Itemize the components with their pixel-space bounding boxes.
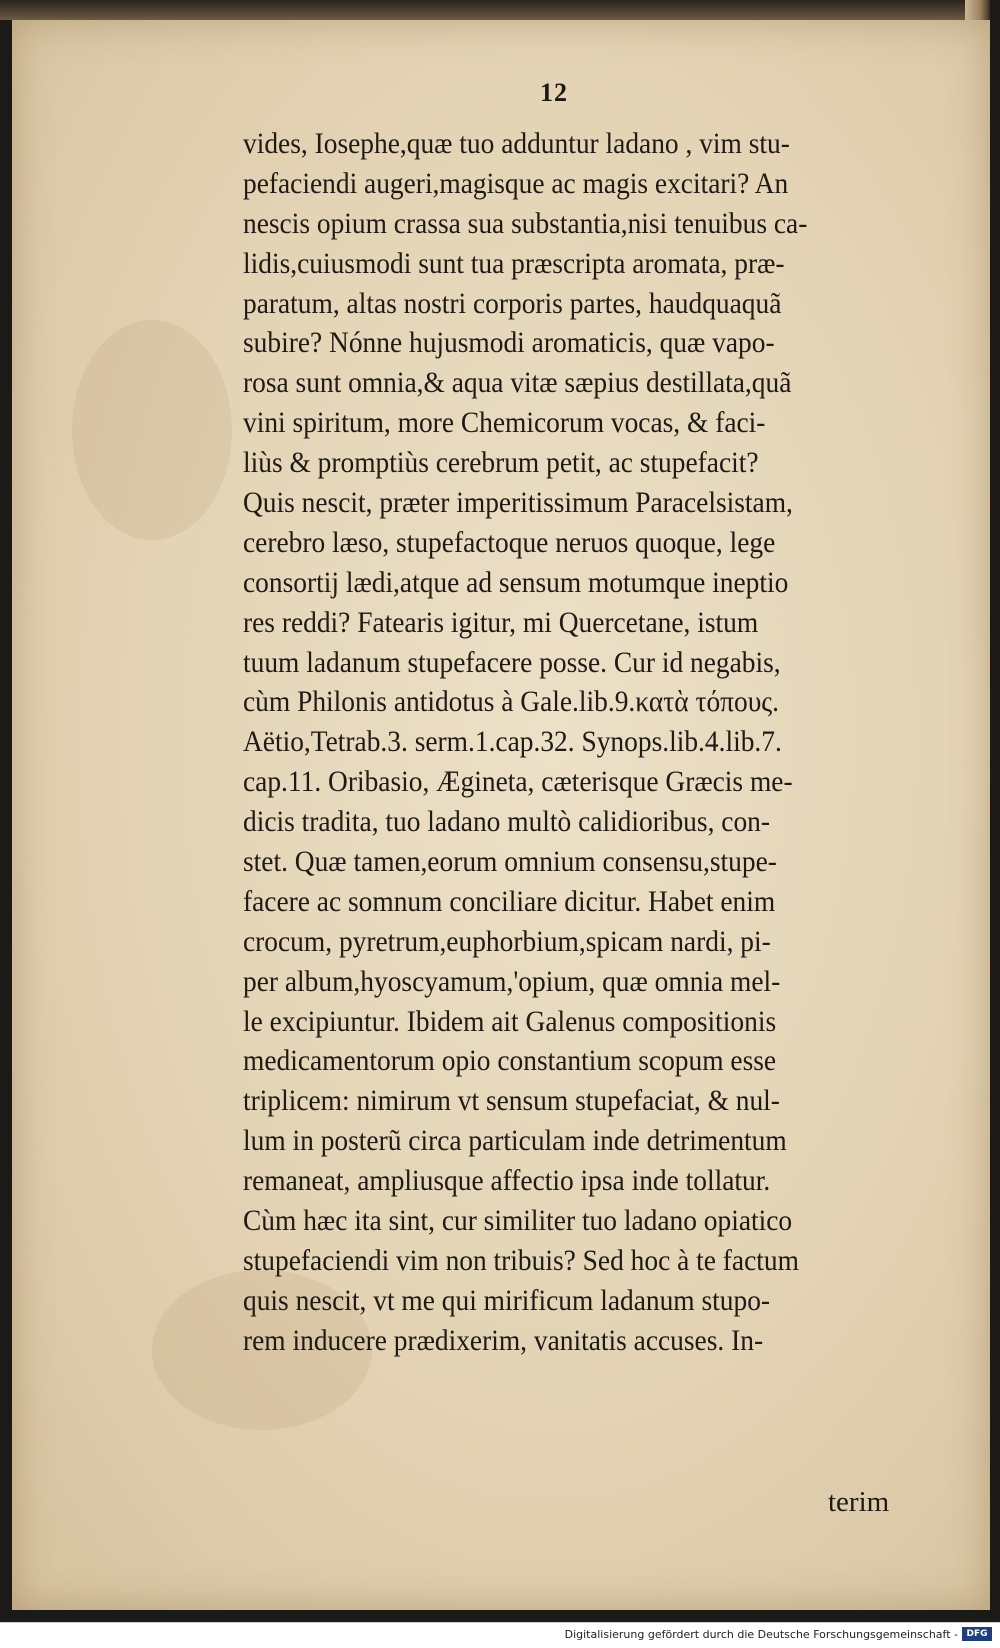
text-line: crocum, pyretrum,euphorbium,spicam nardi, pi- xyxy=(243,925,771,958)
text-line: paratum, altas nostri corporis partes, haudquaquã xyxy=(243,287,782,320)
text-line: subire? Nónne hujusmodi aromaticis, quæ vapo- xyxy=(243,327,775,360)
text-line: stet. Quæ tamen,eorum omnium consensu,stupe- xyxy=(243,846,777,879)
text-line: vides, Iosephe,quæ tuo adduntur ladano , vim stu- xyxy=(243,128,790,160)
body-text xyxy=(243,125,953,1362)
text-line: rosa sunt omnia,& aqua vitæ sæpius destillata,quã xyxy=(243,367,792,400)
funding-credit: Digitalisierung gefördert durch die Deutsche Forschungsgemeinschaft - xyxy=(564,1628,958,1641)
text-line: stupefaciendi vim non tribuis? Sed hoc à te factum xyxy=(243,1244,799,1277)
text-line: per album,hyoscyamum,'opium, quæ omnia mel- xyxy=(243,965,781,998)
text-line: lidis,cuiusmodi sunt tua præscripta aromata, præ- xyxy=(243,247,785,280)
page-top-edge xyxy=(0,0,990,20)
page-number: 12 xyxy=(540,78,568,107)
text-line: remaneat, ampliusque affectio ipsa inde tollatur. xyxy=(243,1165,771,1198)
text-line: cerebro læso, stupefactoque neruos quoque, lege xyxy=(243,526,776,559)
text-line: vini spiritum, more Chemicorum vocas, & faci- xyxy=(243,407,766,440)
paper-stain xyxy=(72,320,232,540)
text-line: cap.11. Oribasio, Ægineta, cæterisque Græcis me- xyxy=(243,766,793,799)
text-line: Quis nescit, præter imperitissimum Paracelsistam, xyxy=(243,487,793,520)
catchword: terim xyxy=(828,1486,890,1518)
text-line: nescis opium crassa sua substantia,nisi tenuibus ca- xyxy=(243,207,808,240)
dfg-logo: DFG xyxy=(962,1627,992,1641)
text-line: rem inducere prædixerim, vanitatis accuses. In- xyxy=(243,1324,764,1357)
text-line: quis nescit, vt me qui mirificum ladanum stupo- xyxy=(243,1284,771,1317)
text-line: pefaciendi augeri,magisque ac magis excitari? An xyxy=(243,167,789,200)
text-line: Aëtio,Tetrab.3. serm.1.cap.32. Synops.lib.4.lib.7. xyxy=(243,726,782,759)
text-line: cùm Philonis antidotus à Gale.lib.9.κατὰ τόπους. xyxy=(243,686,780,719)
text-line: liùs & promptiùs cerebrum petit, ac stupefacit? xyxy=(243,447,759,480)
text-line: tuum ladanum stupefacere posse. Cur id negabis, xyxy=(243,646,781,679)
text-line: res reddi? Fatearis igitur, mi Quercetane, istum xyxy=(243,606,759,639)
text-line: consortij lædi,atque ad sensum motumque ineptio xyxy=(243,566,789,599)
text-line: le excipiuntur. Ibidem ait Galenus compositionis xyxy=(243,1005,777,1038)
text-line: Cùm hæc ita sint, cur similiter tuo ladano opiatico xyxy=(243,1205,793,1238)
text-line: triplicem: nimirum vt sensum stupefaciat, & nul- xyxy=(243,1085,780,1118)
text-line: dicis tradita, tuo ladano multò calidioribus, con- xyxy=(243,806,771,839)
text-line: lum in posterũ circa particulam inde detrimentum xyxy=(243,1125,787,1158)
text-line: facere ac somnum conciliare dicitur. Habet enim xyxy=(243,885,776,918)
footer-bar xyxy=(0,1622,1000,1648)
text-line: medicamentorum opio constantium scopum esse xyxy=(243,1045,777,1078)
